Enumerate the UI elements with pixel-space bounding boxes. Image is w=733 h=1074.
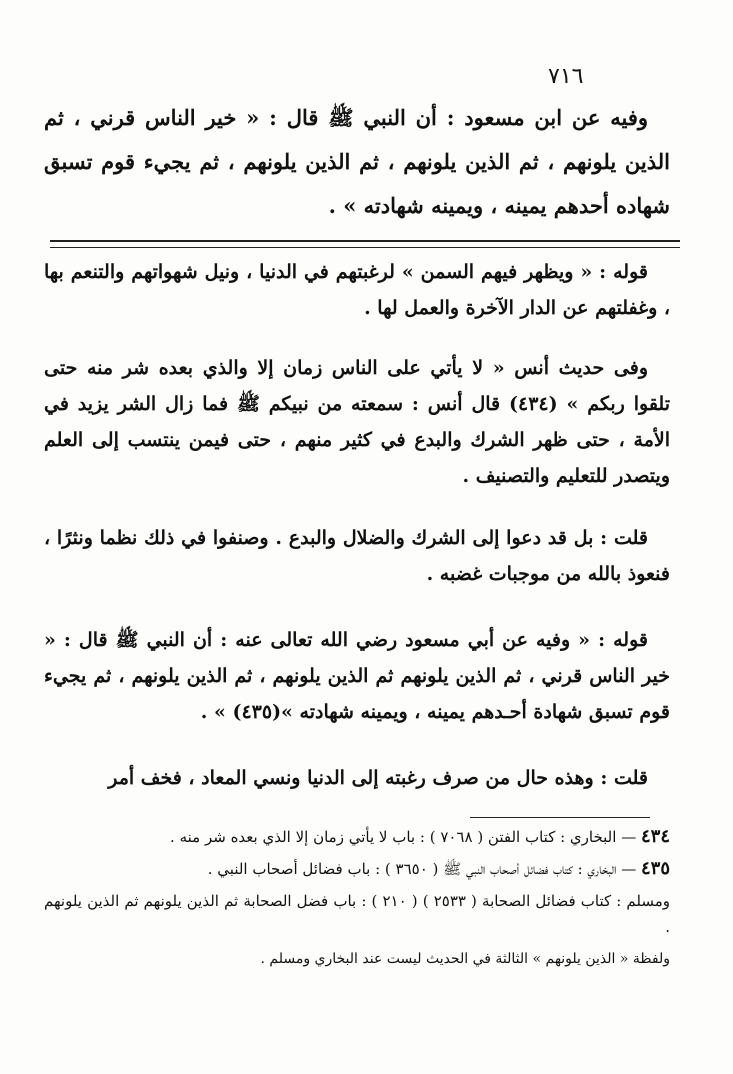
hadith-quote [44, 96, 670, 228]
footnote-text: — البخاري : كتاب الفتن ( ٧٠٦٨ ) : باب لا يأتي زمان إلا الذي بعده شر منه . [170, 828, 637, 846]
footnote-separator [470, 817, 650, 818]
footnotes [44, 824, 670, 978]
footnote [44, 946, 670, 972]
footnote [44, 888, 670, 940]
footnote [44, 824, 670, 850]
footnote-text: ولفظة « الذين يلونهم » الثالثة في الحديث ليست عند البخاري ومسلم . [260, 951, 670, 967]
commentary-paragraph [44, 254, 670, 326]
commentary-paragraph [44, 622, 670, 730]
footnote-number: ٤٣٥ [640, 858, 670, 879]
page-number: ٧١٦ [548, 64, 584, 89]
footnote-number: ٤٣٤ [640, 826, 670, 847]
section-divider [50, 240, 680, 248]
commentary-paragraph [44, 520, 670, 592]
commentary-paragraph [44, 760, 670, 796]
commentary-paragraph [44, 350, 670, 494]
paragraph-text: قوله : « ويظهر فيهم السمن » لرغبتهم في الدنيا ، ونيل شهواتهم والتنعم بها ، وغفلتهم عن الدار الآخرة والعمل لها . [44, 261, 670, 319]
paragraph-text: قلت : بل قد دعوا إلى الشرك والضلال والبدع . وصنفوا في ذلك نظما ونثرًا ، فنعوذ بالله من موجبات غضبه . [44, 527, 670, 585]
paragraph-text: وفى حديث أنس « لا يأتي على الناس زمان إلا والذي بعده شر منه حتى تلقوا ربكم » (٤٣٤) قال أنس : سمعته من نبيكم ﷺ فما زال الشر يزيد في الأمة ، حتى ظهر الشرك والبدع في كثير منهم ، حتى فيمن ينتسب إلى العلم ويتصدر للتعليم والتصنيف . [44, 357, 671, 487]
paragraph-text: قوله : « وفيه عن أبي مسعود رضي الله تعالى عنه : أن النبي ﷺ قال : « خير الناس قرني ، ثم الذين يلونهم ثم الذين يلونهم ، ثم الذين يلونهم ، ثم يجيء قوم تسبق شهادة أحـدهم يمينه ، ويمينه شهادته »(٤٣٥) » . [44, 629, 670, 723]
footnote-text: ومسلم : كتاب فضائل الصحابة ( ٢٥٣٣ ) ( ٢١٠ ) : باب فضل الصحابة ثم الذين يلونهم ثم الذين يلونهم . [44, 892, 671, 936]
paragraph-text: قلت : وهذه حال من صرف رغبته إلى الدنيا ونسي المعاد ، فخف أمر [108, 767, 648, 789]
hadith-quote-text: وفيه عن ابن مسعود : أن النبي ﷺ قال : « خير الناس قرني ، ثم الذين يلونهم ، ثم الذين يلونهم ، ثم الذين يلونهم ، ثم يجيء قوم تسبق شهاده أحدهم يمينه ، ويمينه شهادته » . [44, 105, 670, 218]
footnote-text: — البخاري : كتاب فضائل أصحاب النبي ﷺ ( ٣٦٥٠ ) : باب فضائل أصحاب النبي . [207, 860, 637, 878]
footnote [44, 856, 670, 882]
